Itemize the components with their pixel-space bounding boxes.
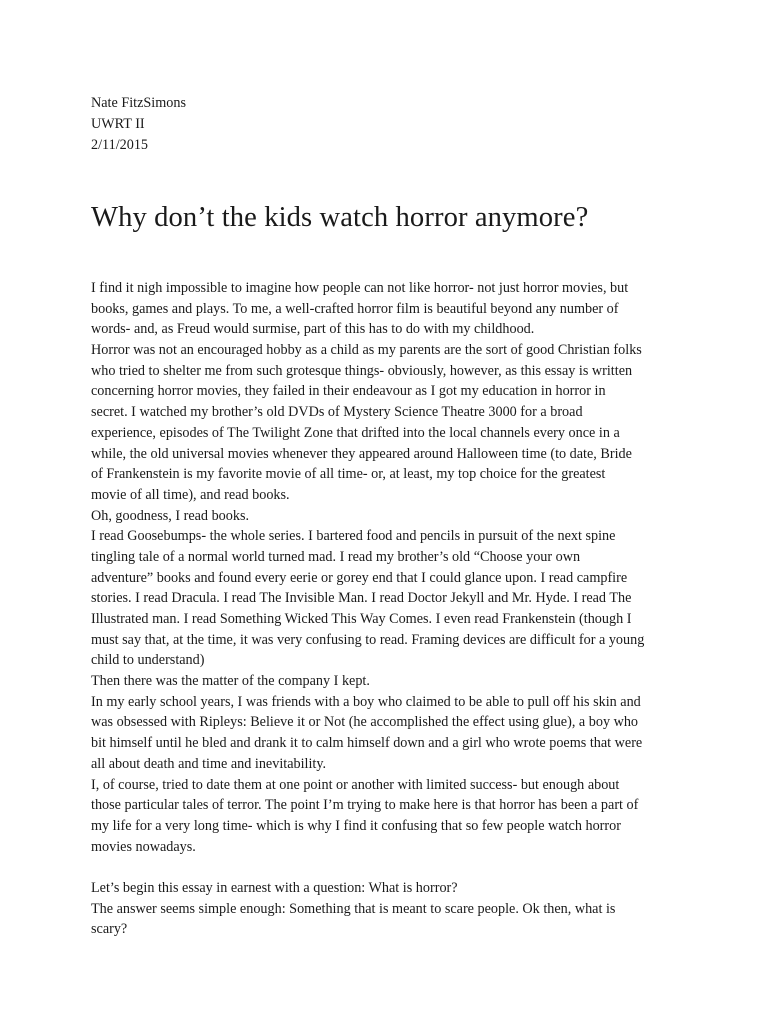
body-line: stories. I read Dracula. I read The Invisible Man. I read Doctor Jekyll and Mr. Hyde. I read The <box>91 590 632 607</box>
body-line: child to understand) <box>91 652 205 669</box>
body-line: Horror was not an encouraged hobby as a child as my parents are the sort of good Christian folks <box>91 342 642 359</box>
blank-line <box>91 857 691 878</box>
body-line: those particular tales of terror. The point I’m trying to make here is that horror has been a part of <box>91 797 639 814</box>
body-line: must say that, at the time, it was very confusing to read. Framing devices are difficult for a young <box>91 631 645 648</box>
body-line: tingling tale of a normal world turned mad. I read my brother’s old “Choose your own <box>91 548 581 565</box>
body-line: concerning horror movies, they failed in their endeavour as I got my education in horror in <box>91 383 606 400</box>
body-line: adventure” books and found every eerie or gorey end that I could glance upon. I read campfire <box>91 569 628 586</box>
essay-body <box>91 278 691 940</box>
body-line: bit himself until he bled and drank it to calm himself down and a girl who wrote poems that were <box>91 735 643 752</box>
body-line: movies nowadays. <box>91 838 196 855</box>
body-line: scary? <box>91 921 128 938</box>
body-line: In my early school years, I was friends with a boy who claimed to be able to pull off his skin and <box>91 693 641 710</box>
body-line: Then there was the matter of the company I kept. <box>91 673 370 690</box>
body-line: all about death and time and inevitability. <box>91 755 327 772</box>
document-date: 2/11/2015 <box>91 137 149 153</box>
body-line: who tried to shelter me from such grotesque things- obviously, however, as this essay is written <box>91 362 633 379</box>
body-line: Let’s begin this essay in earnest with a question: What is horror? <box>91 879 458 896</box>
body-line: movie of all time), and read books. <box>91 486 290 503</box>
body-line: while, the old universal movies whenever they appeared around Halloween time (to date, Bride <box>91 445 632 462</box>
body-line: I read Goosebumps- the whole series. I bartered food and pencils in pursuit of the next spine <box>91 528 616 545</box>
body-line: Illustrated man. I read Something Wicked This Way Comes. I even read Frankenstein (though I <box>91 611 632 627</box>
body-line: secret. I watched my brother’s old DVDs of Mystery Science Theatre 3000 for a broad <box>91 404 583 421</box>
body-line: I, of course, tried to date them at one point or another with limited success- but enough about <box>91 776 620 793</box>
body-line: The answer seems simple enough: Something that is meant to scare people. Ok then, what is <box>91 900 616 917</box>
body-line: Oh, goodness, I read books. <box>91 507 250 524</box>
author-name: Nate FitzSimons <box>91 95 186 111</box>
body-line: I find it nigh impossible to imagine how people can not like horror- not just horror movies, but <box>91 280 629 296</box>
body-line: words- and, as Freud would surmise, part of this has to do with my childhood. <box>91 321 535 338</box>
course-name: UWRT II <box>91 116 145 132</box>
body-line: books, games and plays. To me, a well-crafted horror film is beautiful beyond any number of <box>91 300 619 317</box>
essay-title: Why don’t the kids watch horror anymore? <box>91 202 589 233</box>
body-line: my life for a very long time- which is why I find it confusing that so few people watch horror <box>91 817 621 834</box>
document-header <box>91 93 186 156</box>
body-line: experience, episodes of The Twilight Zone that drifted into the local channels every once in a <box>91 424 620 441</box>
body-line: of Frankenstein is my favorite movie of all time- or, at least, my top choice for the greatest <box>91 466 606 483</box>
body-line: was obsessed with Ripleys: Believe it or Not (he accomplished the effect using glue), a boy who <box>91 714 639 731</box>
